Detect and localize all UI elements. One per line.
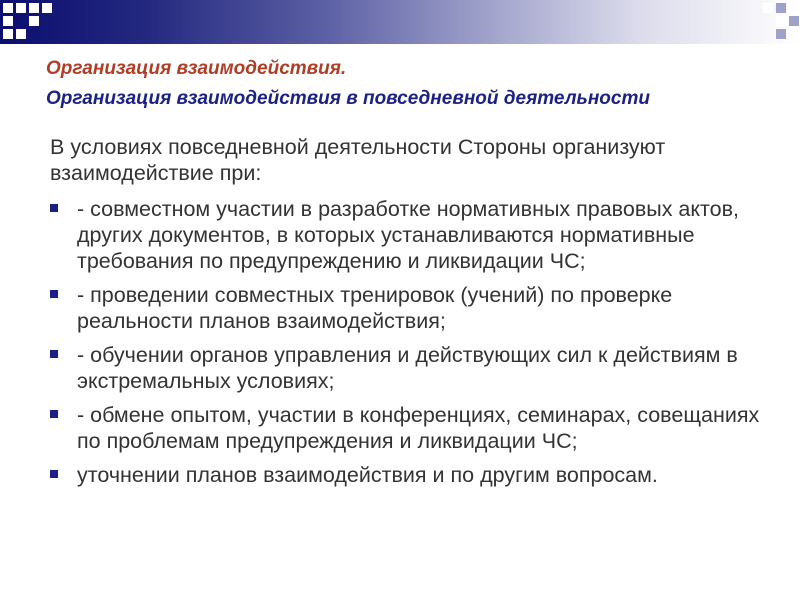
- bullet-item: [50, 342, 762, 394]
- decor-square: [763, 3, 773, 13]
- bullet-text: - обучении органов управления и действующих сил к действиям в экстремальных условиях;: [77, 343, 738, 393]
- decorative-squares: [0, 0, 800, 44]
- slide-title: [46, 54, 746, 114]
- square-bullet-icon: [50, 290, 58, 298]
- intro-text: В условиях повседневной деятельности Стороны организуют взаимодействие при:: [50, 135, 666, 185]
- bullet-text: уточнении планов взаимодействия и по другим вопросам.: [77, 463, 658, 487]
- decor-square: [29, 16, 39, 26]
- bullet-item: [50, 282, 762, 334]
- slide-title-line-1: Организация взаимодействия.: [46, 58, 347, 79]
- slide-title-line-2: Организация взаимодействия в повседневной деятельности: [46, 88, 650, 109]
- decor-square: [42, 3, 52, 13]
- decor-square: [776, 29, 786, 39]
- decor-square: [16, 29, 26, 39]
- bullet-text: - проведении совместных тренировок (учений) по проверке реальности планов взаимодействия;: [77, 283, 673, 333]
- decor-square: [3, 3, 13, 13]
- decor-square: [3, 16, 13, 26]
- decor-square: [16, 3, 26, 13]
- square-bullet-icon: [50, 470, 58, 478]
- square-bullet-icon: [50, 410, 58, 418]
- square-bullet-icon: [50, 204, 58, 212]
- bullet-item: [50, 402, 762, 454]
- bullet-list: [50, 196, 762, 488]
- decor-square: [29, 3, 39, 13]
- decor-square: [789, 16, 799, 26]
- bullet-text: - совместном участии в разработке нормативных правовых актов, других документов, в которых устанавливаются нормативные требования по предупреждению и ликвидации ЧС;: [77, 197, 739, 273]
- bullet-text: - обмене опытом, участии в конференциях, семинарах, совещаниях по проблемам предупреждения и ликвидации ЧС;: [77, 403, 760, 453]
- decor-square: [3, 29, 13, 39]
- bullet-item: [50, 196, 762, 274]
- decor-square: [776, 3, 786, 13]
- decor-square: [776, 16, 786, 26]
- slide-body: [50, 134, 762, 496]
- square-bullet-icon: [50, 350, 58, 358]
- bullet-item: [50, 462, 762, 488]
